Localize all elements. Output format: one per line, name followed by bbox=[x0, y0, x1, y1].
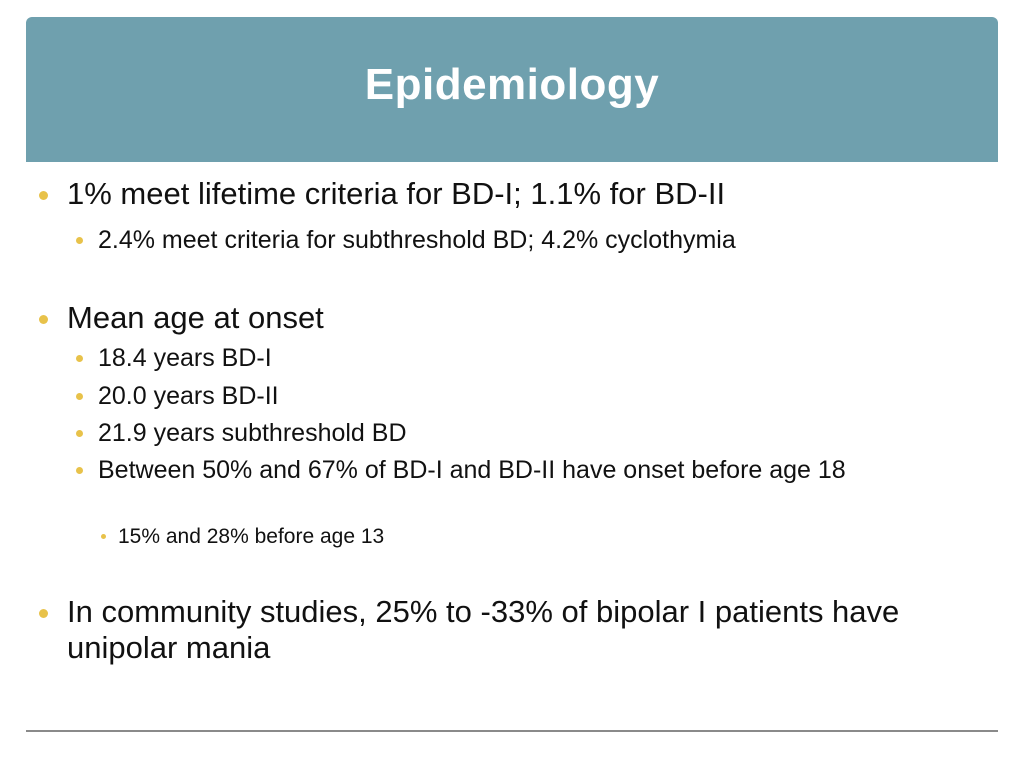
bullet-text: 18.4 years BD-I bbox=[98, 344, 272, 372]
title-bar bbox=[26, 17, 998, 162]
bullet-dot-icon bbox=[39, 315, 48, 324]
bullet-dot-icon bbox=[76, 237, 83, 244]
bullet-text: Mean age at onset bbox=[67, 300, 324, 335]
bullet-text: 2.4% meet criteria for subthreshold BD; 4.2% cyclothymia bbox=[98, 226, 736, 254]
bottom-divider bbox=[26, 730, 998, 732]
bullet-item bbox=[26, 226, 988, 255]
bullet-item bbox=[26, 419, 988, 448]
bullet-dot-icon bbox=[101, 534, 106, 539]
bullet-item bbox=[26, 524, 978, 550]
bullet-item bbox=[26, 344, 988, 373]
bullet-dot-icon bbox=[76, 467, 83, 474]
bullet-dot-icon bbox=[39, 191, 48, 200]
bullet-item bbox=[26, 300, 997, 336]
bullet-text: 15% and 28% before age 13 bbox=[118, 525, 385, 548]
bullet-item bbox=[26, 176, 997, 212]
bullet-text: In community studies, 25% to -33% of bipolar I patients have unipolar mania bbox=[67, 594, 900, 665]
bullet-item bbox=[26, 456, 968, 485]
slide-title: Epidemiology bbox=[364, 59, 660, 109]
bullet-dot-icon bbox=[76, 393, 83, 400]
bullet-dot-icon bbox=[76, 355, 83, 362]
bullet-item bbox=[26, 594, 1007, 666]
bullet-text: Between 50% and 67% of BD-I and BD-II have onset before age 18 bbox=[98, 456, 846, 484]
bullet-text: 20.0 years BD-II bbox=[98, 382, 279, 410]
bullet-text: 1% meet lifetime criteria for BD-I; 1.1% for BD-II bbox=[67, 176, 726, 211]
bullet-dot-icon bbox=[76, 430, 83, 437]
bullet-text: 21.9 years subthreshold BD bbox=[98, 419, 407, 447]
bullet-item bbox=[26, 382, 988, 411]
bullet-dot-icon bbox=[39, 609, 48, 618]
